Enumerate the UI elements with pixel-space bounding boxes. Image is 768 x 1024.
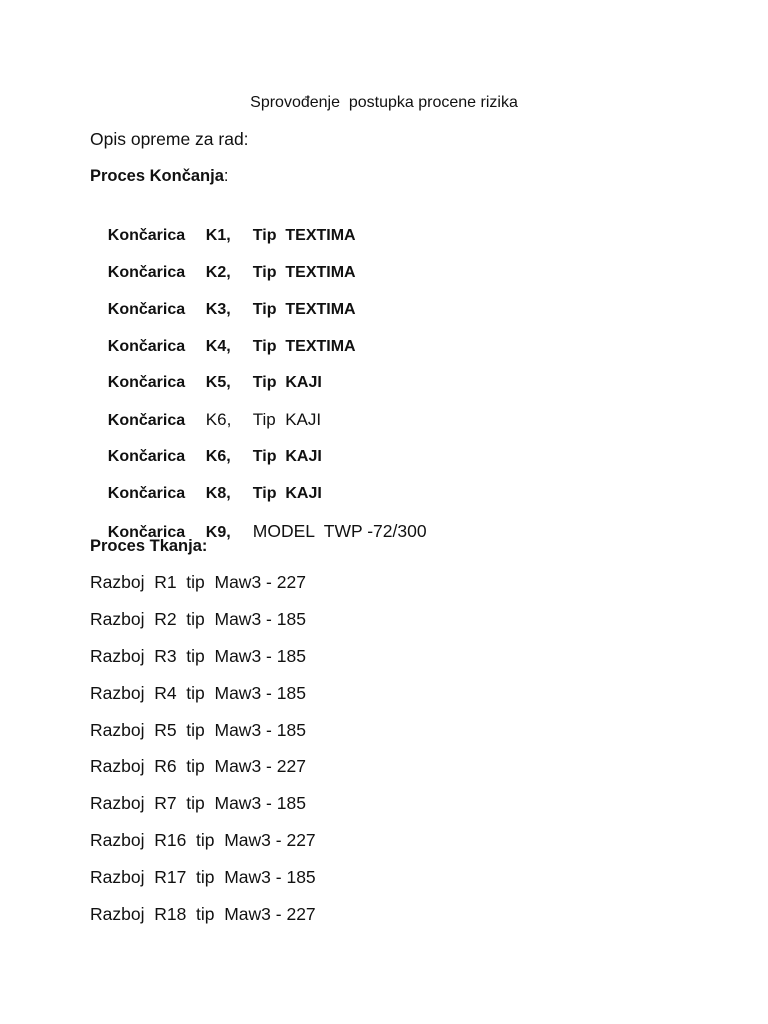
list-item [90, 350, 322, 391]
machine-name: Končarica [107, 338, 186, 355]
machine-id: K9, [205, 524, 231, 541]
machine-id: K2, [205, 264, 231, 281]
machine-name: Končarica [107, 412, 186, 429]
list-item: Razboj R17 tip Maw3 - 185 [90, 867, 316, 887]
machine-id: K3, [205, 301, 231, 318]
list-item: Razboj R18 tip Maw3 - 227 [90, 904, 316, 924]
list-item [90, 277, 356, 318]
machine-id: K4, [205, 338, 231, 355]
machine-type: Tip TEXTIMA [252, 227, 356, 244]
list-item [90, 387, 322, 429]
list-item: Razboj R4 tip Maw3 - 185 [90, 683, 306, 703]
list-item [90, 461, 322, 502]
list-item: Razboj R16 tip Maw3 - 227 [90, 830, 316, 850]
machine-id: K6, [205, 410, 232, 429]
document-title: Sprovođenje postupka procene rizika [250, 94, 518, 111]
section-heading-koncanja-colon: : [223, 167, 229, 185]
machine-type: Tip KAJI [252, 448, 322, 465]
machine-name: Končarica [107, 448, 186, 465]
list-item: Razboj R6 tip Maw3 - 227 [90, 756, 306, 776]
list-item: Razboj R3 tip Maw3 - 185 [90, 646, 306, 666]
machine-name: Končarica [107, 227, 186, 244]
machine-name: Končarica [107, 374, 186, 391]
list-item: Razboj R7 tip Maw3 - 185 [90, 793, 306, 813]
machine-id: K5, [205, 374, 231, 391]
machine-id: K8, [205, 485, 231, 502]
machine-name: Končarica [107, 301, 186, 318]
list-item [90, 498, 427, 541]
machine-type: MODEL TWP -72/300 [252, 521, 427, 541]
list-item [90, 240, 356, 281]
machine-type: Tip TEXTIMA [252, 338, 356, 355]
section-heading-koncanja [90, 165, 228, 187]
equipment-description-label: Opis opreme za rad: [90, 129, 249, 149]
machine-type: Tip KAJI [252, 485, 322, 502]
list-item: Razboj R1 tip Maw3 - 227 [90, 572, 306, 592]
machine-id: K6, [205, 448, 231, 465]
list-item: Razboj R2 tip Maw3 - 185 [90, 609, 306, 629]
machine-name: Končarica [107, 264, 186, 281]
list-item [90, 314, 356, 355]
machine-type: Tip TEXTIMA [252, 264, 356, 281]
list-item [90, 203, 356, 244]
list-item [90, 424, 322, 465]
machine-type: Tip KAJI [252, 374, 322, 391]
list-item: Razboj R5 tip Maw3 - 185 [90, 720, 306, 740]
section-heading-koncanja-text: Proces Končanja [90, 167, 224, 185]
machine-name: Končarica [107, 485, 186, 502]
machine-id: K1, [205, 227, 231, 244]
section-heading-tkanja: Proces Tkanja: [90, 537, 208, 555]
machine-type: Tip TEXTIMA [252, 301, 356, 318]
machine-type: Tip KAJI [252, 410, 322, 429]
machine-name: Končarica [107, 524, 186, 541]
